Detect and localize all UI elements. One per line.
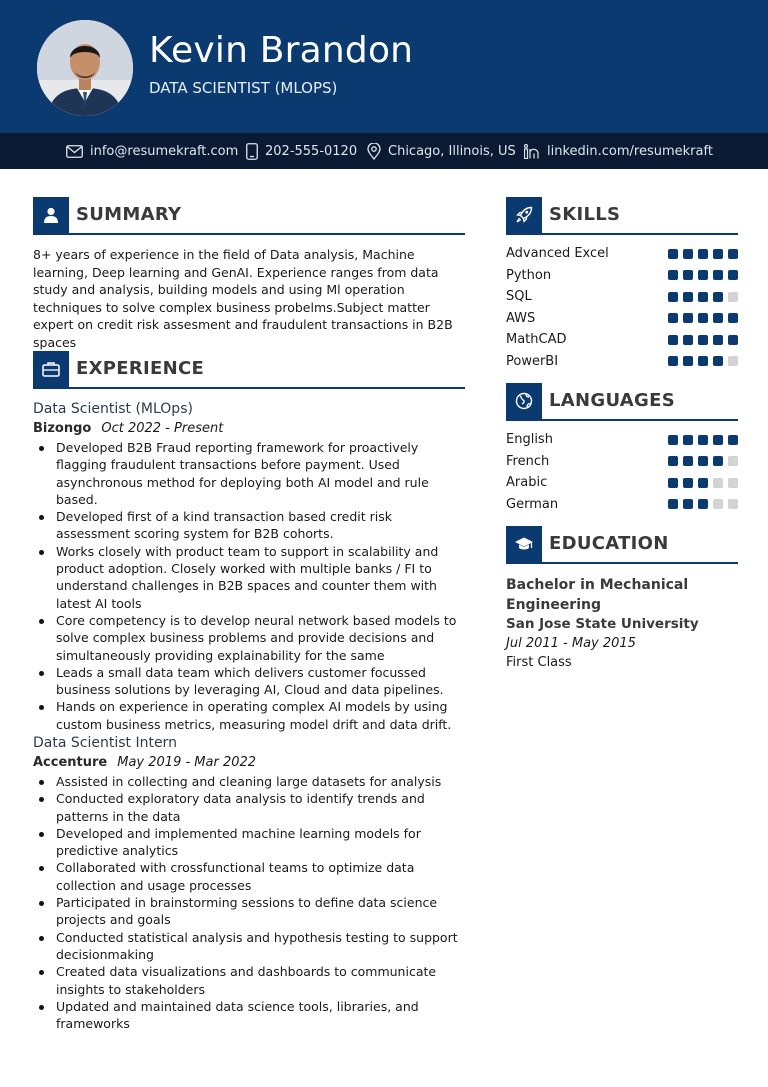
rating-dot-filled (683, 249, 693, 259)
education-icon-box (506, 526, 542, 562)
rating-dot-filled (713, 270, 723, 280)
languages-list (506, 429, 738, 515)
email-icon (66, 145, 83, 158)
rating-dot-filled (683, 335, 693, 345)
rating-dot-filled (713, 335, 723, 345)
rating-dot-filled (683, 313, 693, 323)
languages-heading: LANGUAGES (549, 390, 675, 411)
summary-section-header (33, 197, 465, 235)
bullet-item: Leads a small data team which delivers customer focussed business solutions by leveraging AI, Cloud and data pipelines. (33, 664, 468, 699)
bullet-item: Works closely with product team to support in scalability and product adoption. Closely worked with multiple banks / FI to understand challenges in B2B spaces and counter them with latest AI tools (33, 543, 468, 612)
rating-dot-filled (668, 335, 678, 345)
skills-icon-box (506, 197, 542, 233)
skill-name: AWS (506, 310, 536, 326)
summary-text: 8+ years of experience in the field of Data analysis, Machine learning, Deep learning and GenAI. Experience ranges from data study and analysis, building models and using Ml operation techniques to solve complex business probelms.Subject matter expert on credit risk assesment and fraudulent transactions in B2B spaces (33, 247, 453, 350)
graduation-cap-icon (514, 536, 534, 552)
email-text: info@resumekraft.com (90, 143, 239, 159)
education-entry (506, 575, 738, 672)
person-icon (42, 206, 60, 224)
bullet-item: Developed first of a kind transaction based credit risk assessment scoring system for B2B cohorts. (33, 508, 468, 543)
rating-dot-empty (713, 499, 723, 509)
language-row (506, 429, 738, 451)
language-name: Arabic (506, 475, 548, 491)
language-row (506, 494, 738, 516)
phone-icon (246, 143, 258, 160)
rating-dot-filled (668, 478, 678, 488)
skill-row (506, 265, 738, 287)
skill-row (506, 329, 738, 351)
skills-heading: SKILLS (549, 204, 621, 225)
skill-row (506, 351, 738, 373)
skills-list (506, 243, 738, 372)
rating-dot-empty (728, 456, 738, 466)
rating-dot-empty (728, 356, 738, 366)
contact-phone[interactable] (246, 133, 357, 169)
skills-section-header (506, 197, 738, 235)
job-title: DATA SCIENTIST (MLOPS) (149, 79, 338, 97)
globe-icon (515, 392, 533, 410)
rating-dot-filled (683, 499, 693, 509)
job-title: Data Scientist (MLOps) (33, 401, 193, 417)
contact-bar (0, 133, 768, 169)
rating-dot-filled (668, 435, 678, 445)
skill-rating (668, 313, 738, 323)
company-line (33, 419, 473, 439)
rating-dot-filled (668, 456, 678, 466)
skill-name: PowerBI (506, 353, 559, 369)
bullet-item: Created data visualizations and dashboards to communicate insights to stakeholders (33, 963, 468, 998)
bullet-item: Updated and maintained data science tools, libraries, and frameworks (33, 998, 468, 1033)
rating-dot-filled (698, 478, 708, 488)
experience-section-header (33, 351, 465, 389)
skill-name: Advanced Excel (506, 246, 609, 262)
phone-text: 202-555-0120 (265, 143, 358, 159)
rating-dot-filled (728, 313, 738, 323)
education-section-header (506, 526, 738, 564)
rocket-icon (515, 206, 533, 224)
company-line (33, 753, 473, 773)
summary-icon-box (33, 197, 69, 233)
school-name: San Jose State University (506, 616, 699, 632)
linkedin-icon (524, 144, 540, 159)
rating-dot-filled (698, 499, 708, 509)
language-name: English (506, 432, 553, 448)
candidate-name: Kevin Brandon (149, 30, 414, 71)
skill-rating (668, 335, 738, 345)
bullet-item: Collaborated with crossfunctional teams to optimize data collection and usage processes (33, 859, 468, 894)
linkedin-text: linkedin.com/resumekraft (547, 143, 713, 159)
bullet-item: Assisted in collecting and cleaning large datasets for analysis (33, 773, 468, 790)
rating-dot-empty (713, 478, 723, 488)
rating-dot-filled (668, 313, 678, 323)
rating-dot-filled (668, 292, 678, 302)
bullet-item: Core competency is to develop neural network based models to solve complex business problems and provide decisions and simultaneously providing explainability for the same (33, 612, 468, 664)
rating-dot-filled (728, 435, 738, 445)
bullet-item: Conducted statistical analysis and hypothesis testing to support decisionmaking (33, 929, 468, 964)
contact-linkedin[interactable] (524, 133, 713, 169)
briefcase-icon (42, 361, 60, 377)
rating-dot-filled (683, 435, 693, 445)
skill-row (506, 308, 738, 330)
skill-row (506, 243, 738, 265)
job-dates: Oct 2022 - Present (101, 421, 224, 436)
rating-dot-filled (683, 356, 693, 366)
experience-icon-box (33, 351, 69, 387)
experience-heading: EXPERIENCE (76, 358, 205, 379)
bullet-item: Hands on experience in operating complex AI models by using custom business metrics, measuring model drift and data drift. (33, 698, 468, 733)
rating-dot-filled (683, 270, 693, 280)
degree: Bachelor in Mechanical Engineering (506, 577, 689, 613)
skill-name: MathCAD (506, 332, 567, 348)
rating-dot-filled (728, 249, 738, 259)
rating-dot-filled (713, 435, 723, 445)
rating-dot-filled (728, 335, 738, 345)
rating-dot-empty (728, 499, 738, 509)
rating-dot-filled (698, 335, 708, 345)
skill-rating (668, 249, 738, 259)
rating-dot-filled (713, 249, 723, 259)
job-bullets (33, 773, 473, 1032)
education-grade: First Class (506, 655, 572, 670)
rating-dot-filled (668, 270, 678, 280)
bullet-item: Conducted exploratory data analysis to identify trends and patterns in the data (33, 790, 468, 825)
skill-rating (668, 270, 738, 280)
rating-dot-filled (713, 313, 723, 323)
bullet-item: Participated in brainstorming sessions to define data science projects and goals (33, 894, 468, 929)
rating-dot-filled (698, 435, 708, 445)
language-rating (668, 478, 738, 488)
rating-dot-filled (668, 356, 678, 366)
language-name: French (506, 453, 550, 469)
job-dates: May 2019 - Mar 2022 (117, 755, 257, 770)
rating-dot-filled (683, 456, 693, 466)
rating-dot-filled (713, 356, 723, 366)
language-name: German (506, 496, 559, 512)
rating-dot-filled (713, 456, 723, 466)
rating-dot-empty (728, 478, 738, 488)
rating-dot-filled (668, 249, 678, 259)
header (0, 0, 768, 133)
job-entry (33, 733, 473, 1032)
language-rating (668, 435, 738, 445)
education-dates: Jul 2011 - May 2015 (506, 636, 636, 651)
education-heading: EDUCATION (549, 533, 669, 554)
rating-dot-filled (683, 292, 693, 302)
rating-dot-filled (698, 249, 708, 259)
skill-name: Python (506, 267, 552, 283)
company-name: Accenture (33, 755, 108, 770)
language-rating (668, 456, 738, 466)
profile-photo (37, 20, 133, 116)
skill-rating (668, 356, 738, 366)
bullet-item: Developed and implemented machine learning models for predictive analytics (33, 825, 468, 860)
language-row (506, 451, 738, 473)
rating-dot-filled (728, 270, 738, 280)
languages-section-header (506, 383, 738, 421)
rating-dot-filled (698, 292, 708, 302)
rating-dot-filled (668, 499, 678, 509)
bullet-item: Developed B2B Fraud reporting framework for proactively flagging fraudulent transactions before payment. Used asynchronous method for deploying both AI model and rule based. (33, 439, 468, 508)
language-rating (668, 499, 738, 509)
rating-dot-filled (713, 292, 723, 302)
location-text: Chicago, Illinois, US (388, 143, 516, 159)
rating-dot-empty (728, 292, 738, 302)
job-entry (33, 399, 473, 733)
skill-row (506, 286, 738, 308)
summary-heading: SUMMARY (76, 204, 182, 225)
rating-dot-filled (698, 313, 708, 323)
rating-dot-filled (683, 478, 693, 488)
language-row (506, 472, 738, 494)
rating-dot-filled (698, 270, 708, 280)
skill-name: SQL (506, 289, 532, 305)
job-title: Data Scientist Intern (33, 735, 177, 751)
location-pin-icon (367, 143, 381, 160)
languages-icon-box (506, 383, 542, 419)
job-bullets (33, 439, 473, 733)
contact-location (367, 133, 516, 169)
rating-dot-filled (698, 456, 708, 466)
contact-email[interactable] (66, 133, 238, 169)
rating-dot-filled (698, 356, 708, 366)
skill-rating (668, 292, 738, 302)
company-name: Bizongo (33, 421, 92, 436)
